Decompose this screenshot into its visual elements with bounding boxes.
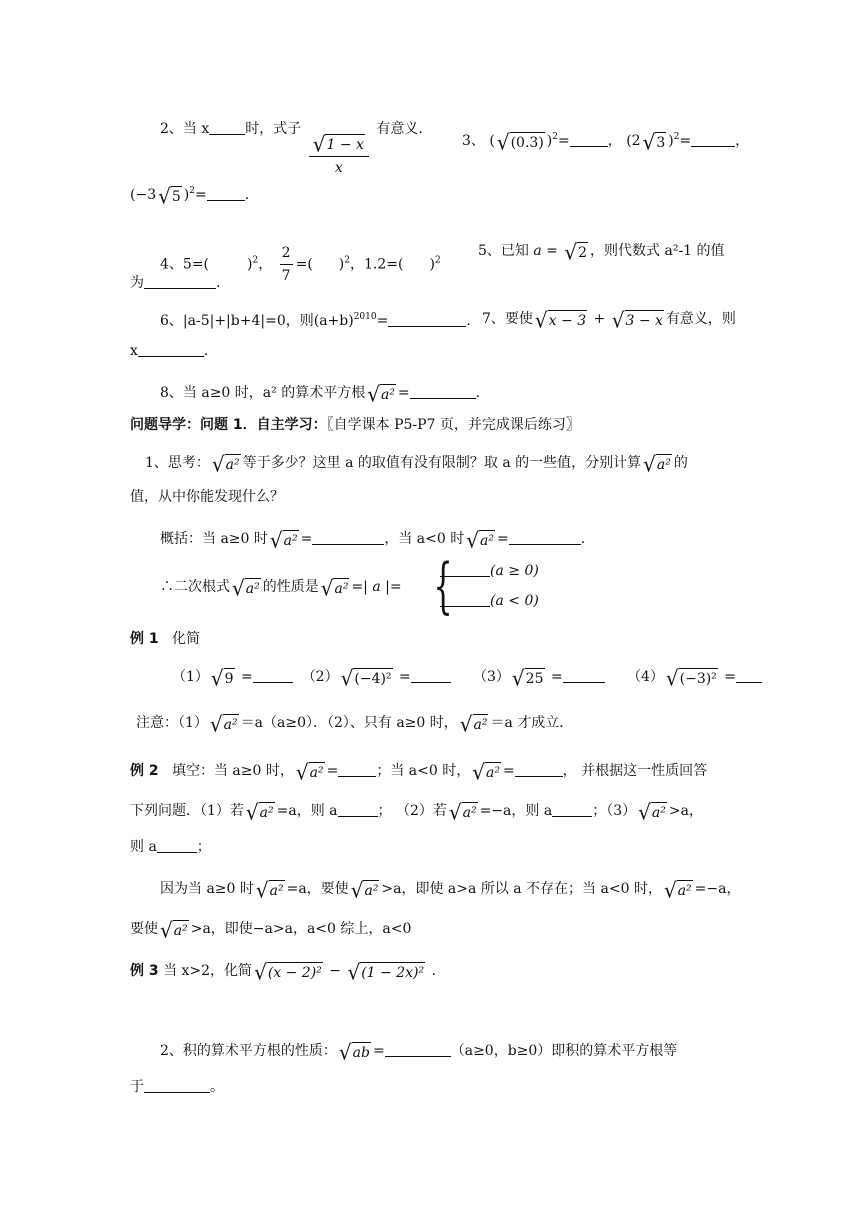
answer-blank bbox=[209, 120, 245, 135]
example-2-line: 例 2 填空：当 a≥0 时， √ a² = ；当 a<0 时， √ a² = ， 并根据这一性质回答 bbox=[130, 759, 708, 785]
radicand: a² bbox=[677, 880, 693, 900]
expr-pre: (2 bbox=[626, 133, 641, 149]
heading-text: 〖自学课本 P5-P7 页，并完成课后练习〗 bbox=[326, 417, 580, 433]
note-text-b: ＝a（a≥0）．（2）、只有 a≥0 时， bbox=[240, 715, 458, 731]
question-4-line: 4、5=( )$^2$， $\frac{2}{7}$ =( )$^2$，1.2=( )$^2$ bbox=[160, 245, 441, 284]
radicand: 3 − x bbox=[625, 310, 664, 330]
left-brace: { bbox=[433, 551, 453, 621]
ex2-text-c: ；当 a<0 时， bbox=[376, 763, 471, 779]
q7b-text: x bbox=[130, 343, 138, 359]
think-line: 1、思考： √ a² 等于多少？这里 a 的取值有没有限制？取 a 的一些值，分别计算 √ a² 的 bbox=[145, 451, 688, 477]
denominator: 7 bbox=[281, 268, 291, 284]
answer-blank bbox=[144, 274, 216, 289]
radicand: 9 bbox=[224, 668, 235, 688]
equals: = bbox=[502, 763, 515, 779]
radicand: (0.3) bbox=[510, 132, 545, 152]
expr-post: ) bbox=[183, 187, 190, 203]
radicand: x − 3 bbox=[548, 310, 587, 330]
item-1-label: （1） bbox=[172, 669, 209, 685]
summary-line: 概括：当 a≥0 时 √ a² = ，当 a<0 时 √ a² = . bbox=[160, 527, 586, 553]
ex2c-text-a: 则 a bbox=[130, 839, 157, 855]
period: . bbox=[580, 531, 586, 547]
equals: = bbox=[719, 669, 736, 685]
exponent: 2 bbox=[252, 255, 259, 266]
radicand: a² bbox=[245, 578, 261, 598]
heading-bold: 问题导学：问题 1．自主学习： bbox=[130, 417, 327, 433]
exponent: 2 bbox=[673, 132, 680, 142]
q3-expr1: ( √ (0.3) )$^2$= bbox=[489, 129, 570, 155]
period: . bbox=[203, 343, 209, 359]
q5b-text: 为 bbox=[130, 275, 144, 291]
ex2b-text-e: ；（3） bbox=[592, 803, 637, 819]
q7-text-a: 7、要使 bbox=[482, 311, 533, 327]
comma: ， bbox=[735, 133, 750, 149]
note-text-c: ＝a 才成立． bbox=[490, 715, 574, 731]
answer-blank bbox=[509, 530, 581, 545]
ex2b-text-a: 下列问题．（1）若 bbox=[130, 803, 244, 819]
equals: = bbox=[300, 531, 313, 547]
exponent: 2 bbox=[344, 255, 350, 266]
think-text: 等于多少？这里 a 的取值有没有限制？取 a 的一些值，分别计算 bbox=[242, 455, 642, 471]
q6-text-a: 6、|a-5|+|b+4|=0，则(a+b) bbox=[160, 313, 354, 329]
case-2 bbox=[440, 592, 539, 609]
question-5-line: 5、已知 a = √ 2 ，则代数式 a²-1 的值 bbox=[478, 239, 725, 265]
radicand: 3 bbox=[655, 132, 666, 152]
exponent: 2 bbox=[189, 186, 195, 196]
explanation-continued: 要使 √ a² >a，即使−a>a，a<0 综上，a<0 bbox=[130, 917, 412, 943]
item-2-label: （2） bbox=[301, 669, 339, 685]
note-text-a: 注意：（1） bbox=[136, 715, 208, 731]
summary-text-c: ，当 a<0 时 bbox=[384, 531, 465, 547]
ex2b-text-f: >a， bbox=[668, 803, 703, 819]
example-1-items: （1） √ 9 = （2） √ (−4)² = （3） √ 25 = （4） √ (−3)² = bbox=[172, 666, 762, 688]
equals: = bbox=[558, 133, 570, 149]
think-continued bbox=[130, 486, 284, 506]
numerator: 2 bbox=[280, 244, 293, 265]
because-text-a: 因为当 a≥0 时 bbox=[160, 881, 254, 897]
note-line: 注意：（1） √ a² ＝a（a≥0）．（2）、只有 a≥0 时， √ a² ＝a 才成立． bbox=[136, 711, 574, 737]
question-7-line: 7、要使 √ x − 3 + √ 3 − x 有意义，则 bbox=[482, 307, 736, 333]
because-text-b: =a，要使 bbox=[286, 881, 349, 897]
radicand: a² bbox=[333, 578, 349, 598]
section-heading bbox=[130, 414, 580, 434]
product-property-continued bbox=[130, 1076, 224, 1096]
answer-blank bbox=[138, 342, 204, 357]
ex2b-text-c: ； （2）若 bbox=[377, 803, 447, 819]
radicand: a² bbox=[462, 802, 478, 822]
example-2-continued-2 bbox=[130, 836, 211, 856]
radicand: a² bbox=[473, 714, 489, 734]
radicand: 1 − x bbox=[325, 134, 364, 154]
radicand: a² bbox=[269, 880, 285, 900]
ex2-text-e: ， 并根据这一性质回答 bbox=[562, 763, 708, 779]
answer-blank bbox=[515, 762, 563, 777]
answer-blank bbox=[338, 762, 376, 777]
denominator: x bbox=[334, 160, 343, 176]
radicand: a² bbox=[223, 714, 239, 734]
radicand: a² bbox=[309, 762, 325, 782]
answer-blank bbox=[736, 668, 762, 683]
product-property-line: 2、积的算术平方根的性质： √ ab = （a≥0，b≥0）即积的算术平方根等 bbox=[160, 1039, 678, 1065]
equals: = bbox=[394, 669, 411, 685]
radicand: (x − 2)² bbox=[267, 962, 323, 982]
ex2b-text-b: =a，则 a bbox=[276, 803, 338, 819]
item-4-label: （4） bbox=[626, 669, 664, 685]
exponent: 2 bbox=[434, 255, 441, 266]
radicand: (1 − 2x)² bbox=[360, 962, 425, 982]
period: . bbox=[466, 313, 471, 329]
question-6-line bbox=[160, 310, 471, 330]
equals: = bbox=[326, 763, 339, 779]
answer-blank bbox=[440, 592, 490, 607]
exponent: 2 bbox=[552, 132, 558, 142]
question-8-line: 8、当 a≥0 时，a² 的算术平方根 √ a² = . bbox=[160, 381, 481, 407]
radicand: a² bbox=[173, 920, 189, 940]
answer-blank bbox=[385, 1042, 451, 1057]
because-text-d: =−a， bbox=[694, 881, 741, 897]
q5-text-b: ，则代数式 a²-1 的值 bbox=[590, 243, 725, 259]
q4-text-f: ) bbox=[429, 256, 435, 273]
period: . bbox=[216, 275, 221, 291]
prod2-text-b: 。 bbox=[210, 1079, 224, 1095]
prod-text-a: 2、积的算术平方根的性质： bbox=[160, 1043, 337, 1059]
exponent: 2010 bbox=[353, 312, 377, 322]
equals: = bbox=[397, 385, 410, 401]
equals: = bbox=[496, 531, 509, 547]
think-text-2: 值，从中你能发现什么？ bbox=[130, 489, 284, 505]
answer-blank bbox=[411, 668, 451, 683]
fraction bbox=[280, 244, 293, 285]
radicand: a² bbox=[283, 530, 299, 550]
q7-text-b: 有意义，则 bbox=[665, 311, 736, 327]
ex2b-text-d: =−a，则 a bbox=[479, 803, 553, 819]
radicand: 5 bbox=[171, 186, 182, 206]
example-label: 例 3 bbox=[130, 963, 159, 979]
equals: = bbox=[372, 1043, 385, 1059]
period: . bbox=[244, 187, 250, 203]
equals: = bbox=[679, 133, 692, 149]
comma: ， bbox=[607, 133, 622, 149]
question-3-continued: (−3 √ 5 )$^2$= . bbox=[130, 183, 250, 209]
prod-text-c: （a≥0，b≥0）即积的算术平方根等 bbox=[450, 1043, 678, 1059]
radicand: a² bbox=[363, 880, 379, 900]
example-label: 例 1 bbox=[130, 631, 159, 647]
answer-blank bbox=[552, 802, 592, 817]
equals: = bbox=[236, 669, 253, 685]
answer-blank bbox=[253, 668, 293, 683]
radicand: a² bbox=[656, 454, 672, 474]
example-2-continued: 下列问题．（1）若 √ a² =a，则 a ； （2）若 √ a² =−a，则 a ；（3） √ a² >a， bbox=[130, 799, 703, 825]
summary-text-a: 概括：当 a≥0 时 bbox=[160, 531, 268, 547]
abs-value: =| a |= bbox=[351, 579, 402, 595]
radicand: a² bbox=[485, 762, 501, 782]
radicand: (−3)² bbox=[679, 668, 718, 688]
answer-blank bbox=[207, 186, 245, 201]
case-1 bbox=[440, 562, 539, 579]
variable: a bbox=[533, 243, 542, 259]
because2-text-b: >a，即使−a>a，a<0 综上，a<0 bbox=[190, 921, 412, 937]
answer-blank bbox=[563, 668, 605, 683]
answer-blank bbox=[312, 530, 384, 545]
answer-blank bbox=[157, 838, 197, 853]
example-3-line: 例 3 当 x>2，化简 √ (x − 2)² − √ (1 − 2x)² . bbox=[130, 959, 436, 985]
radicand: a² bbox=[225, 454, 241, 474]
because-text-c: >a，即使 a>a 所以 a 不存在；当 a<0 时， bbox=[381, 881, 662, 897]
case-2-condition: (a < 0) bbox=[490, 593, 539, 609]
answer-blank bbox=[691, 132, 735, 147]
example-1-title bbox=[130, 628, 200, 648]
answer-blank bbox=[410, 384, 476, 399]
because2-text-a: 要使 bbox=[130, 921, 158, 937]
q4-text-e: ，1.2=( bbox=[350, 256, 404, 273]
answer-blank bbox=[570, 132, 608, 147]
ex2c-text-b: ； bbox=[196, 839, 211, 855]
q4-text-d: ) bbox=[338, 256, 345, 273]
example-label: 例 2 bbox=[130, 763, 159, 779]
answer-blank bbox=[388, 312, 466, 327]
radicand: a² bbox=[259, 802, 275, 822]
answer-blank bbox=[440, 562, 490, 577]
equals: = bbox=[194, 187, 207, 203]
answer-blank bbox=[144, 1078, 210, 1093]
explanation-line: 因为当 a≥0 时 √ a² =a，要使 √ a² >a，即使 a>a 所以 a 不存在；当 a<0 时， √ a² =−a， bbox=[160, 877, 741, 903]
expr-pre: (−3 bbox=[130, 187, 157, 203]
property-text-a: ∴二次根式 bbox=[160, 579, 230, 595]
plus-sign: + bbox=[589, 311, 610, 327]
radicand: (−4)² bbox=[353, 668, 392, 688]
radicand: a² bbox=[380, 384, 396, 404]
item-3-label: （3） bbox=[473, 669, 510, 685]
equals: = bbox=[376, 313, 389, 329]
q2-suffix: 有意义． bbox=[376, 121, 433, 137]
property-text-b: 的性质是 bbox=[262, 579, 319, 595]
equals: = bbox=[546, 669, 563, 685]
q3-label: 3、 bbox=[462, 133, 485, 149]
q3-expr2: (2 √ 3 )$^2$= bbox=[626, 129, 692, 155]
prod2-text-a: 于 bbox=[130, 1079, 144, 1095]
property-line: ∴二次根式 √ a² 的性质是 √ a² =| a |= bbox=[160, 575, 402, 601]
expr-post: ) bbox=[668, 133, 674, 149]
q4-text-c: =( bbox=[295, 256, 313, 273]
radicand: 2 bbox=[577, 242, 588, 262]
fraction: √ 1 − x x bbox=[309, 134, 369, 177]
think-label: 1、思考： bbox=[145, 455, 210, 471]
radicand: a² bbox=[651, 802, 667, 822]
q4-text-a: 4、5=( bbox=[160, 256, 210, 273]
q8-text-a: 8、当 a≥0 时，a² 的算术平方根 bbox=[160, 385, 366, 401]
radicand: ab bbox=[352, 1042, 371, 1062]
q2-text-mid: 时，式子 bbox=[245, 121, 302, 137]
question-5-continued bbox=[130, 272, 220, 292]
question-3-line bbox=[462, 129, 750, 155]
radicand: 25 bbox=[525, 668, 545, 688]
period: . bbox=[475, 385, 481, 401]
q4-text-b: ) bbox=[247, 256, 253, 273]
q5-text-a: 5、已知 bbox=[478, 243, 529, 259]
radicand: a² bbox=[479, 530, 495, 550]
question-2-line bbox=[160, 118, 432, 177]
think-end: 的 bbox=[673, 455, 688, 471]
ex3-text: 当 x>2，化简 bbox=[163, 963, 253, 979]
question-7-continued bbox=[130, 342, 208, 359]
q2-text: 2、当 x bbox=[160, 121, 210, 137]
period: . bbox=[431, 963, 436, 979]
example-title: 化简 bbox=[171, 631, 200, 647]
ex2-text-a: 填空：当 a≥0 时， bbox=[171, 763, 294, 779]
case-1-condition: (a ≥ 0) bbox=[490, 563, 539, 579]
answer-blank bbox=[338, 802, 378, 817]
minus-sign: − bbox=[324, 963, 346, 979]
equals: = bbox=[541, 243, 563, 259]
